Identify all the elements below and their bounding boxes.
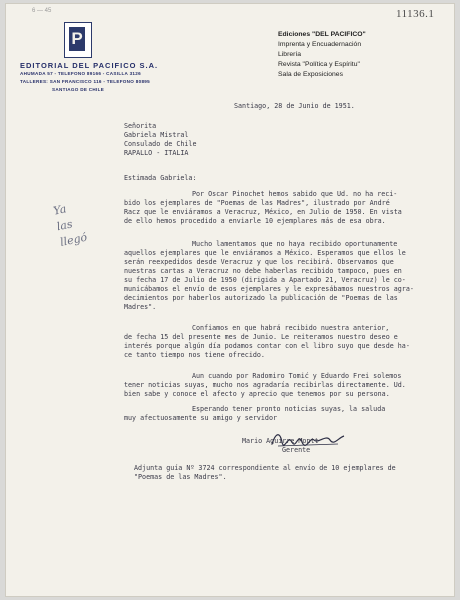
- body-line: Aun cuando por Radomiro Tomić y Eduardo Frei solemos: [192, 372, 402, 380]
- body-line: de ello hemos procedido a enviarle 10 ejemplares más de esa obra.: [124, 217, 386, 225]
- body-line: bido los ejemplares de "Poemas de las Madres", ilustrado por André: [124, 199, 390, 207]
- body-line: Confiamos en que habrá recibido nuestra anterior,: [192, 324, 390, 332]
- body-line: Madres".: [124, 303, 157, 311]
- letterhead-item: Ediciones "DEL PACIFICO": [278, 31, 366, 38]
- signature-title: Gerente: [282, 446, 311, 454]
- body-line: de fecha 15 del presente mes de Junio. Le reiteramos nuestro deseo e: [124, 333, 398, 341]
- handwritten-word: llegó: [58, 230, 89, 249]
- publisher-logo-icon: [64, 22, 92, 58]
- archive-number: 11136.1: [396, 8, 435, 20]
- body-line: Por Oscar Pinochet hemos sabido que Ud. no ha reci-: [192, 190, 398, 198]
- body-line: aquellos ejemplares que le enviáramos a México. Esperamos que ellos le: [124, 249, 406, 257]
- letter-page: [6, 4, 454, 596]
- body-line: su fecha 17 de Julio de 1950 (dirigida a Apartado 21, Veracruz) le co-: [124, 276, 406, 284]
- recipient-line: Gabriela Mistral: [124, 131, 189, 139]
- body-line: tener noticias suyas, mucho nos agradaría recibirlas directamente. Ud.: [124, 381, 406, 389]
- letter-date: Santiago, 28 de Junio de 1951.: [234, 102, 355, 110]
- body-line: Mucho lamentamos que no haya recibido oportunamente: [192, 240, 398, 248]
- salutation: Estimada Gabriela:: [124, 174, 197, 182]
- letterhead-item: Librería: [278, 51, 302, 58]
- recipient-line: Señorita: [124, 122, 157, 130]
- body-line: decimientos por haberlos autorizado la publicación de "Poemas de las: [124, 294, 398, 302]
- body-line: nuestras cartas a Veracruz no debe haberlas recibido tampoco, pues en: [124, 267, 402, 275]
- handwritten-word: Ya: [52, 202, 68, 218]
- body-line: bien sabe y conoce el afecto y aprecio que tenemos por su persona.: [124, 390, 390, 398]
- company-address-line-2: TALLERES: SAN FRANCISCO 116 - TELEFONO 80895: [20, 79, 151, 84]
- letterhead-item: Imprenta y Encuadernación: [278, 41, 362, 48]
- corner-mark: 6 — 45: [32, 8, 52, 14]
- body-line: municábamos el envío de esos ejemplares y le expresábamos nuestros agra-: [124, 285, 414, 293]
- body-line: interés porque algún día podamos contar con el libro suyo que desde ha-: [124, 342, 410, 350]
- letterhead-item: Revista "Política y Espíritu": [278, 61, 360, 68]
- body-line: Racz que le enviáramos a Veracruz, México, en Julio de 1950. En vista: [124, 208, 402, 216]
- company-city: SANTIAGO DE CHILE: [52, 87, 105, 92]
- company-address-line-1: AHUMADA 57 - TELEFONO 89166 - CASILLA 3126: [20, 71, 142, 76]
- enclosure-line: "Poemas de las Madres".: [134, 473, 227, 481]
- handwritten-word: las: [55, 217, 74, 234]
- logo-letter: P: [69, 27, 85, 51]
- signature-name: Mario Aguirre Montt: [242, 437, 319, 445]
- company-name: EDITORIAL DEL PACIFICO S.A.: [20, 61, 159, 70]
- body-line: Esperando tener pronto noticias suyas, la saluda: [192, 405, 386, 413]
- recipient-line: Consulado de Chile: [124, 140, 197, 148]
- body-line: serán reexpedidos desde Veracruz y que los recibirá. Observamos que: [124, 258, 394, 266]
- recipient-line: RAPALLO - ITALIA: [124, 149, 189, 157]
- body-line: muy afectuosamente su amigo y servidor: [124, 414, 277, 422]
- handwritten-margin-note: [52, 198, 89, 251]
- letterhead-item: Sala de Exposiciones: [278, 71, 343, 78]
- body-line: ce tanto tiempo nos tiene ofrecido.: [124, 351, 265, 359]
- enclosure-line: Adjunta guía Nº 3724 correspondiente al envío de 10 ejemplares de: [134, 464, 396, 472]
